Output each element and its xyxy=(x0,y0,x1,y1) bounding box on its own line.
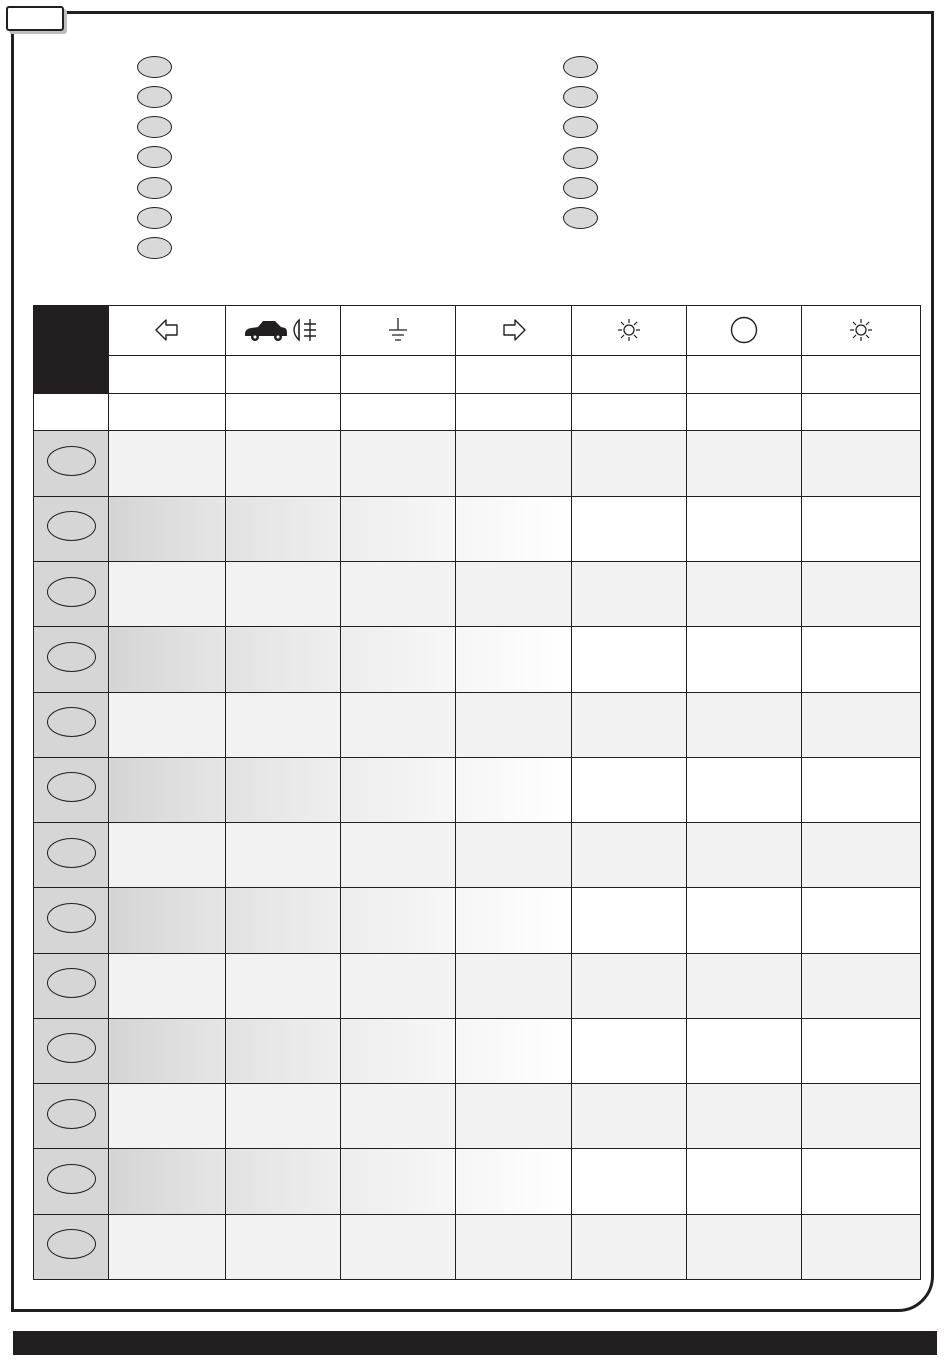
table-cell xyxy=(572,888,687,953)
table-corner xyxy=(34,306,109,394)
table-cell xyxy=(802,1084,921,1149)
row-header-blank xyxy=(34,393,109,431)
table-cell xyxy=(109,823,226,888)
table-cell xyxy=(802,1018,921,1083)
table-cell xyxy=(341,431,456,496)
row-code-oval xyxy=(47,1033,96,1063)
table-cell xyxy=(572,627,687,692)
table-cell xyxy=(802,888,921,953)
table-cell xyxy=(341,1018,456,1083)
table-body xyxy=(34,431,921,1280)
table-cell xyxy=(109,1214,226,1279)
lamp-icon xyxy=(615,316,643,344)
column-subheader xyxy=(109,393,226,431)
table-cell xyxy=(341,1149,456,1214)
legend-oval xyxy=(563,86,598,108)
table-cell xyxy=(687,1084,802,1149)
table-cell xyxy=(109,627,226,692)
table-cell xyxy=(456,888,572,953)
table-cell xyxy=(572,1149,687,1214)
table-cell xyxy=(572,431,687,496)
table-cell xyxy=(456,1214,572,1279)
table-row xyxy=(34,627,921,692)
column-subheader xyxy=(572,393,687,431)
row-code-oval xyxy=(47,772,96,802)
row-code-oval xyxy=(47,642,96,672)
table-cell xyxy=(226,692,341,757)
row-code-oval xyxy=(47,446,96,476)
table-row xyxy=(34,1084,921,1149)
table-cell xyxy=(341,757,456,822)
table-cell xyxy=(341,627,456,692)
arrow-left-icon xyxy=(154,318,180,342)
table-row xyxy=(34,823,921,888)
column-header xyxy=(226,306,341,356)
row-header xyxy=(34,1149,109,1214)
table-cell xyxy=(687,692,802,757)
page-number-tab xyxy=(6,6,64,31)
legend-oval xyxy=(137,56,172,78)
legend-oval xyxy=(137,237,172,259)
table-cell xyxy=(226,1214,341,1279)
row-code-oval xyxy=(47,577,96,607)
column-subheader xyxy=(456,393,572,431)
table-cell xyxy=(341,692,456,757)
car-fog-light-icon xyxy=(243,316,323,344)
table-icon-row xyxy=(34,306,921,356)
table-cell xyxy=(687,561,802,626)
legend-oval xyxy=(137,207,172,229)
table-cell xyxy=(802,561,921,626)
table-cell xyxy=(802,1214,921,1279)
table-cell xyxy=(687,627,802,692)
table-cell xyxy=(802,692,921,757)
row-header xyxy=(34,627,109,692)
column-label xyxy=(109,355,226,393)
table-cell xyxy=(341,1084,456,1149)
table-cell xyxy=(109,692,226,757)
table-cell xyxy=(687,888,802,953)
table-cell xyxy=(456,953,572,1018)
legend-oval xyxy=(563,147,598,169)
table-cell xyxy=(456,627,572,692)
table-cell xyxy=(456,1149,572,1214)
column-label xyxy=(802,355,921,393)
table-cell xyxy=(109,757,226,822)
table-cell xyxy=(456,757,572,822)
row-code-oval xyxy=(47,838,96,868)
row-code-oval xyxy=(47,968,96,998)
table-cell xyxy=(456,431,572,496)
column-subheader xyxy=(341,393,456,431)
arrow-right-icon xyxy=(501,318,527,342)
row-code-oval xyxy=(47,1229,96,1259)
table-cell xyxy=(456,496,572,561)
row-code-oval xyxy=(47,1164,96,1194)
table-cell xyxy=(226,953,341,1018)
table-label-row xyxy=(34,355,921,393)
legend-oval xyxy=(137,146,172,168)
table-row xyxy=(34,561,921,626)
table-row xyxy=(34,692,921,757)
row-header xyxy=(34,953,109,1018)
row-header xyxy=(34,1214,109,1279)
column-header xyxy=(802,306,921,356)
circle-icon xyxy=(729,315,759,345)
table-row xyxy=(34,953,921,1018)
table-row xyxy=(34,496,921,561)
table-cell xyxy=(572,496,687,561)
table-cell xyxy=(802,823,921,888)
table-cell xyxy=(109,888,226,953)
row-code-oval xyxy=(47,707,96,737)
column-label xyxy=(341,355,456,393)
ground-icon xyxy=(385,316,411,344)
table-cell xyxy=(802,953,921,1018)
table-cell xyxy=(109,1149,226,1214)
column-header xyxy=(572,306,687,356)
table-cell xyxy=(802,1149,921,1214)
row-header xyxy=(34,692,109,757)
table-cell xyxy=(226,627,341,692)
table-cell xyxy=(226,1018,341,1083)
column-label xyxy=(456,355,572,393)
table-cell xyxy=(687,757,802,822)
table-cell xyxy=(687,823,802,888)
row-header xyxy=(34,823,109,888)
table-cell xyxy=(802,431,921,496)
legend-oval xyxy=(137,116,172,138)
column-subheader xyxy=(687,393,802,431)
row-header xyxy=(34,888,109,953)
table-cell xyxy=(456,1018,572,1083)
legend-oval xyxy=(563,56,598,78)
table-cell xyxy=(572,823,687,888)
column-header xyxy=(456,306,572,356)
table-cell xyxy=(687,1018,802,1083)
row-header xyxy=(34,431,109,496)
column-subheader xyxy=(802,393,921,431)
table-row xyxy=(34,431,921,496)
table-row xyxy=(34,1149,921,1214)
wiring-table xyxy=(33,305,920,1280)
table-cell xyxy=(802,757,921,822)
table-subheader-row xyxy=(34,393,921,431)
table-cell xyxy=(802,496,921,561)
row-code-oval xyxy=(47,903,96,933)
table-cell xyxy=(109,1084,226,1149)
table-cell xyxy=(226,1084,341,1149)
table-cell xyxy=(802,627,921,692)
table-cell xyxy=(456,823,572,888)
column-header xyxy=(341,306,456,356)
table-cell xyxy=(226,1149,341,1214)
table-cell xyxy=(456,1084,572,1149)
row-header xyxy=(34,1018,109,1083)
column-subheader xyxy=(226,393,341,431)
lamp-icon xyxy=(847,316,875,344)
legend-oval xyxy=(563,177,598,199)
table-cell xyxy=(226,496,341,561)
table-cell xyxy=(456,561,572,626)
table-cell xyxy=(456,692,572,757)
row-header xyxy=(34,561,109,626)
table-cell xyxy=(687,953,802,1018)
table-cell xyxy=(109,1018,226,1083)
table-row xyxy=(34,1214,921,1279)
table-cell xyxy=(109,561,226,626)
table-cell xyxy=(341,1214,456,1279)
table-cell xyxy=(109,431,226,496)
table-cell xyxy=(226,561,341,626)
table-cell xyxy=(341,953,456,1018)
table-cell xyxy=(341,496,456,561)
table-cell xyxy=(341,823,456,888)
table-cell xyxy=(226,888,341,953)
column-header xyxy=(109,306,226,356)
column-header xyxy=(687,306,802,356)
table-cell xyxy=(109,496,226,561)
legend-oval xyxy=(137,86,172,108)
table-row xyxy=(34,888,921,953)
table-cell xyxy=(572,1214,687,1279)
table-cell xyxy=(687,496,802,561)
column-label xyxy=(572,355,687,393)
row-header xyxy=(34,757,109,822)
table-cell xyxy=(572,1084,687,1149)
table-cell xyxy=(572,561,687,626)
legend-oval xyxy=(563,116,598,138)
table-cell xyxy=(341,888,456,953)
table-cell xyxy=(687,1214,802,1279)
legend-oval xyxy=(563,207,598,229)
row-header xyxy=(34,496,109,561)
table-cell xyxy=(687,431,802,496)
table-cell xyxy=(572,1018,687,1083)
table-cell xyxy=(109,953,226,1018)
table-row xyxy=(34,757,921,822)
table-cell xyxy=(226,757,341,822)
table-cell xyxy=(226,823,341,888)
footer-bar xyxy=(13,1331,937,1355)
row-header xyxy=(34,1084,109,1149)
table-cell xyxy=(687,1149,802,1214)
column-label xyxy=(687,355,802,393)
table-cell xyxy=(226,431,341,496)
legend-oval xyxy=(137,177,172,199)
table-cell xyxy=(572,953,687,1018)
table-cell xyxy=(341,561,456,626)
table-cell xyxy=(572,757,687,822)
row-code-oval xyxy=(47,1099,96,1129)
column-label xyxy=(226,355,341,393)
table-row xyxy=(34,1018,921,1083)
table-cell xyxy=(572,692,687,757)
row-code-oval xyxy=(47,511,96,541)
